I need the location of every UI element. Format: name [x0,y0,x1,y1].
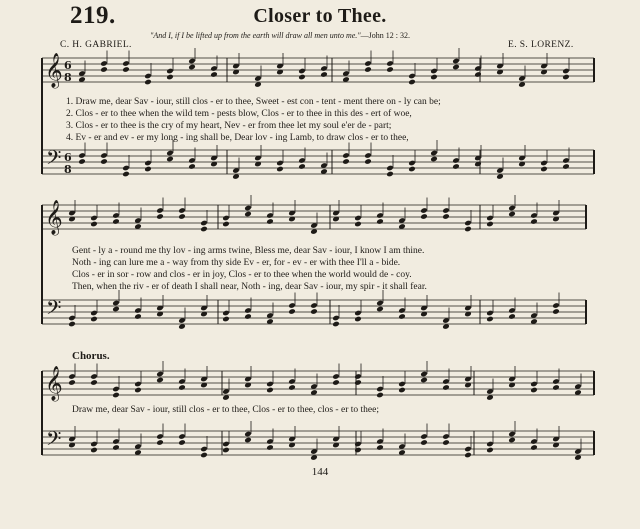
system-1-treble-notehead [364,66,372,73]
system-2-bass-notehead [310,308,318,315]
system-2-treble-notehead [420,213,428,220]
system-1-bass-notehead [188,163,196,170]
verse-3-line-2: Clos - er in sor - row and clos - er in joy, Clos - er to thee when the world would de - coy. [72,270,412,280]
system-3-treble-notehead [156,377,164,384]
system-3-bass-notehead [200,452,208,459]
verse-3-line-1: 3. Clos - er to thee is the cry of my heart, Nev - er from thee let my soul e'er de - part; [66,121,392,131]
system-3-treble-notehead [266,387,274,394]
system-3-treble-notehead [68,379,76,386]
system-2-treble-notehead [244,211,252,218]
system-3-bass-notehead [178,439,186,446]
system-1-bass-notehead [122,171,130,178]
system-2-treble-notehead [530,218,538,225]
system-1-treble-notehead [430,74,438,81]
system-3-bass-notehead [112,444,120,451]
bass-clef-icon: 𝄢 [46,296,62,324]
chorus-label: Chorus. [72,350,110,362]
system-3-treble-notehead [442,384,450,391]
system-3-treble-notehead [112,392,120,399]
system-3-bass-notehead [464,452,472,459]
system-3-bass-notehead [156,439,164,446]
verse-2-line-1: 2. Clos - er to thee when the wild tem - pests blow, Clos - er to thee in this des - ert of woe, [66,109,412,119]
system-1-treble-notehead [144,79,152,86]
system-3-treble-notehead [134,387,142,394]
time-signature-top: 6 [64,151,72,164]
system-1-treble-notehead [474,71,482,78]
system-1-bass-notehead [562,163,570,170]
system-3-treble-notehead [376,392,384,399]
system-3-treble-notehead [552,384,560,391]
system-1-bass-notehead [540,166,548,173]
system-3-bass-notehead [90,447,98,454]
treble-clef-icon: 𝄞 [45,200,63,235]
bass-clef-icon: 𝄢 [46,146,62,174]
system-2-bass-notehead [354,316,362,323]
system-2-bass-notehead [376,306,384,313]
system-3-bass-notehead [420,439,428,446]
system-2-bass-notehead [332,321,340,328]
time-signature-top: 6 [64,59,72,72]
system-1-treble-notehead [298,74,306,81]
system-2-treble-notehead [354,221,362,228]
system-3-bass-notehead [222,447,230,454]
system-3-bass-notehead [354,447,362,454]
system-1-bass-notehead [364,158,372,165]
system-3-treble-notehead [288,384,296,391]
system-3-treble-notehead [178,384,186,391]
epigraph-text: "And I, if I be lifted up from the earth will draw all men unto me." [150,31,361,40]
system-2-treble-notehead [486,221,494,228]
verse-2-line-2: Noth - ing can lure me a - way from thy side Ev - er, for - ev - er with thee I'll a - bide. [72,258,401,268]
hymn-title: Closer to Thee. [253,5,387,27]
system-3-treble-notehead [332,379,340,386]
system-2-treble-notehead [464,226,472,233]
treble-clef-icon: 𝄞 [45,53,63,88]
system-2-treble-notehead [222,221,230,228]
system-1-treble-notehead [408,79,416,86]
system-3-treble-notehead [530,387,538,394]
system-2-treble-notehead [442,213,450,220]
system-2-bass-notehead [552,308,560,315]
system-2-bass-notehead [222,316,230,323]
system-1-bass-notehead [430,156,438,163]
system-2-bass-notehead [508,313,516,320]
system-1-treble-notehead [452,64,460,71]
composer-credit: C. H. GABRIEL. [60,40,132,50]
system-1-treble-notehead [386,66,394,73]
system-1-treble-notehead [122,66,130,73]
author-credit: E. S. LORENZ. [508,40,574,50]
system-2-treble-notehead [508,211,516,218]
system-3-bass-notehead [244,437,252,444]
treble-clef-icon: 𝄞 [45,366,63,401]
system-2-bass-notehead [112,306,120,313]
system-2-treble-notehead [112,218,120,225]
system-1-bass-notehead [342,158,350,165]
verse-1-line-2: Gent - ly a - round me thy lov - ing arms twine, Bless me, dear Sav - iour, I know I am thine. [72,246,425,256]
system-1-bass-notehead [100,158,108,165]
system-3-treble-notehead [90,379,98,386]
system-1-bass-notehead [276,166,284,173]
system-3-bass-notehead [508,437,516,444]
system-1-treble-notehead [562,74,570,81]
system-3-bass-notehead [486,447,494,454]
system-2-treble-notehead [90,221,98,228]
system-2-bass-notehead [486,316,494,323]
system-3-bass-notehead [266,444,274,451]
system-2-treble-notehead [376,218,384,225]
chorus-lyric: Draw me, dear Sav - iour, still clos - er to thee, Clos - er to thee, clos - er to thee; [72,405,379,415]
system-1-bass-notehead [298,163,306,170]
system-1-bass-notehead [78,158,86,165]
system-1-bass-notehead [144,166,152,173]
system-1-treble-notehead [100,66,108,73]
system-1-treble-notehead [188,64,196,71]
system-2-bass-notehead [134,313,142,320]
system-3-bass-notehead [442,439,450,446]
system-1-bass-notehead [452,163,460,170]
system-2-treble-notehead [178,213,186,220]
system-2-bass-notehead [288,308,296,315]
system-3-treble-notehead [354,379,362,386]
system-3-treble-notehead [398,387,406,394]
page-number: 144 [311,466,329,478]
system-2-treble-notehead [266,218,274,225]
system-1-treble-notehead [166,74,174,81]
epigraph-reference: —John 12 : 32. [360,31,410,40]
system-1-bass-notehead [408,166,416,173]
system-2-treble-notehead [200,226,208,233]
system-3-bass-notehead [376,444,384,451]
system-1-bass-notehead [166,156,174,163]
system-3-treble-notehead [420,377,428,384]
system-2-bass-notehead [244,313,252,320]
time-signature-bottom: 8 [64,163,72,176]
system-2-treble-notehead [156,213,164,220]
time-signature-bottom: 8 [64,71,72,84]
system-2-bass-notehead [90,316,98,323]
verse-4-line-1: 4. Ev - er and ev - er my long - ing shall be, Dear lov - ing Lamb, to draw clos - er to thee, [66,133,409,143]
system-1-treble-notehead [210,71,218,78]
verse-1-line-1: 1. Draw me, dear Sav - iour, still clos - er to thee, Sweet - est con - tent - ment there on - ly can be; [66,97,441,107]
system-1-treble-notehead [320,71,328,78]
bass-clef-icon: 𝄢 [46,427,62,455]
system-1-bass-notehead [386,171,394,178]
verse-4-line-2: Then, when the riv - er of death I shall near, Noth - ing, dear Sav - iour, my spir - it shall fear. [72,282,427,292]
hymn-number: 219. [70,2,116,29]
system-2-bass-notehead [398,313,406,320]
system-2-bass-notehead [68,321,76,328]
system-3-bass-notehead [530,444,538,451]
